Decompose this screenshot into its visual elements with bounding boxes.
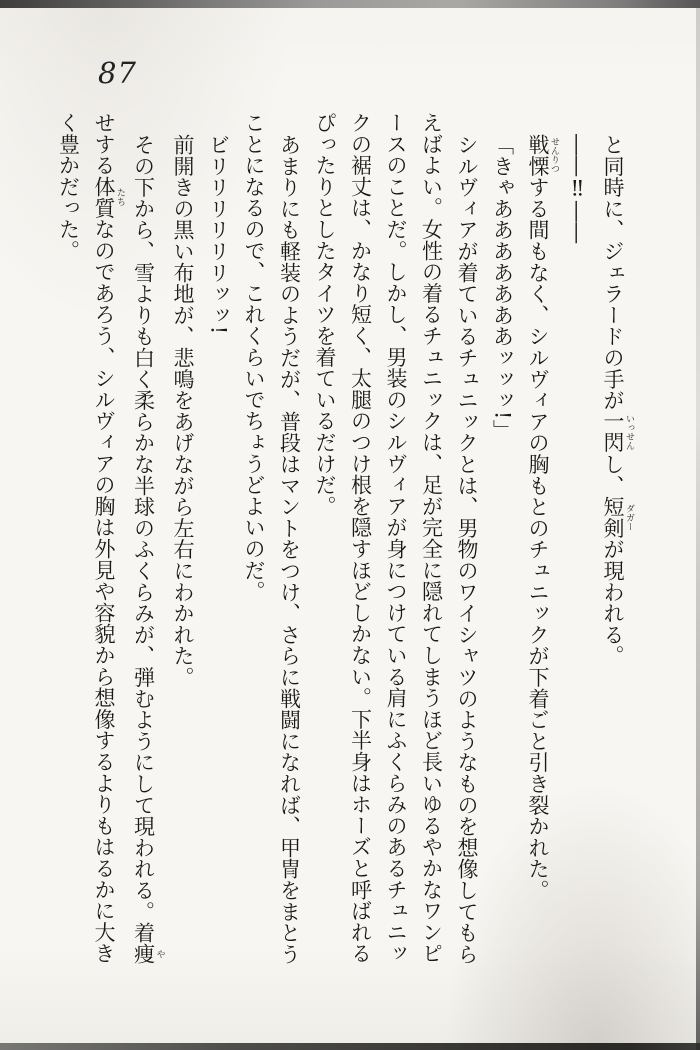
ruby-annotated-word: 戦慄 せんりつ (526, 133, 559, 177)
text-line: クの裾丈は、かなり短く、太腿のつけ根を隠すほどしかない。下半身はホーズと呼ばれる (348, 112, 373, 964)
text-line: えばよい。女性の着るチュニックは、足が完全に隠れてしまうほど長いゆるやかなワンピ (419, 112, 444, 964)
text-line: と同時に、ジェラードの手が一閃 いっせんし、短剣 ダガーが現われる。 (601, 133, 634, 667)
ruby-annotated-word: 体質 たち (92, 175, 125, 219)
scan-edge-bottom (0, 1043, 700, 1050)
text-line: ことになるので、これくらいでちょうどよいのだ。 (242, 112, 266, 602)
text-line: ビリリリリリリッッ! (206, 133, 231, 334)
text-line: 戦慄 せんりつする間もなく、シルヴィアの胸もとのチュニックが下着ごと引き裂かれた。 (526, 133, 559, 901)
text-line: ぴったりとしたタイツを着ているだけだ。 (313, 112, 337, 517)
text-line: 「きゃあああああああッッッ!」 (490, 133, 515, 441)
text-line: ――‼―― (565, 133, 590, 243)
text-line: 前開きの黒い布地が、悲鳴をあげながら左右にわかれた。 (171, 133, 195, 688)
text-line: あまりにも軽装のようだが、普段はマントをつけ、さらに戦闘になれば、甲冑をまとう (277, 133, 302, 965)
text-line: く豊かだった。 (56, 112, 81, 262)
ruby-annotated-word: 一閃 いっせん (601, 410, 634, 454)
scan-edge-top (0, 0, 700, 8)
text-line: ースのことだ。しかし、男装のシルヴィアが身につけている肩にふくらみのあるチュニッ (384, 112, 408, 964)
text-line: せする体質 たちなのであろう、シルヴィアの胸は外見や容貌から想像するよりもはるかに大き (92, 112, 125, 965)
text-line: その下から、雪よりも白く柔らかな半球のふくらみが、弾むようにして現われる。着痩 や (131, 133, 165, 965)
text-line: シルヴィアが着ているチュニックとは、男物のワイシャツのようなものを想像してもら (455, 133, 479, 965)
scan-edge-right (696, 0, 700, 1050)
ruby-annotated-word: 痩 や (131, 942, 165, 965)
text-block (50, 112, 634, 974)
page-number: 87 (98, 56, 137, 90)
ruby-annotated-word: 短剣 ダガー (601, 495, 634, 539)
